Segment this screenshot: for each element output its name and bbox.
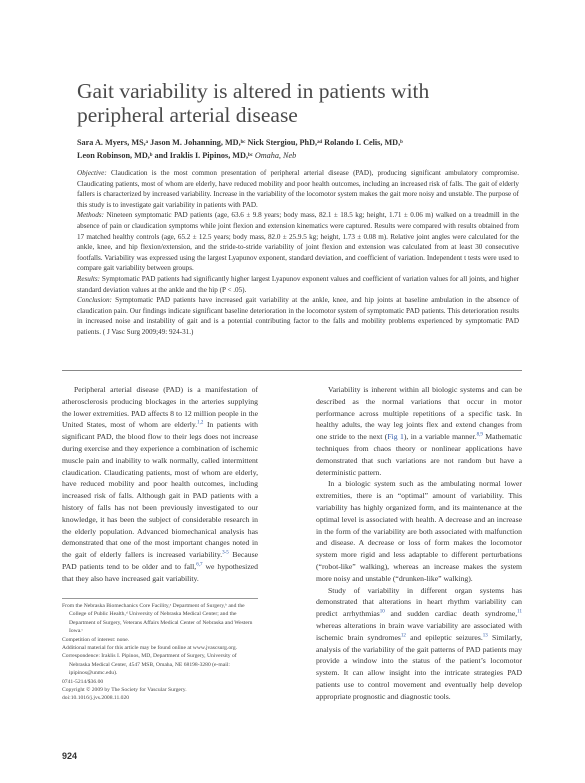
ref-link-1-2[interactable]: 1,2 xyxy=(197,420,204,426)
variability-paragraph xyxy=(316,384,522,478)
author-names-2: Leon Robinson, MD,ᵇ and Iraklis I. Pipinos, MD,ᵇᶜ xyxy=(77,151,253,160)
intro-text-4: we hypothesized that they also have increased gait variability. xyxy=(62,561,258,583)
abstract-divider xyxy=(62,370,522,371)
figure-link[interactable]: Fig 1 xyxy=(387,432,404,442)
footnote-issn: 0741-5214/$36.00 xyxy=(62,678,104,685)
organ-text-3: whereas alterations in brain wave variability are associated with ischemic brain syndromes xyxy=(316,620,522,642)
biologic-system-paragraph: In a biologic system such as the ambulating normal lower extremities, there is an “optimal” amount of variability. This variability has highly organized form, and its maintenance at the optimal level is associated with health. A decrease and an increase in the form of the variability are both associated with malfunction and disease. A decrease or loss of form makes the locomotor system more rigid and less adaptable to different perturbations (“robot-like” walking), whereas an increase makes the system more noisy and unstable (“drunken-like” walking). xyxy=(316,479,522,583)
intro-text-2: In patients with significant PAD, the blood flow to their legs does not increase during exercise and they experience a combination of ischemic muscle pain and inability to walk normally, called intermittent claudication. Claudicating patients, most of whom are elderly, have reduced mobility and poor health outcomes, including increased risk of falls. Although gait in PAD patients with a history of falls has not been previously investigated to our knowledge, it has been the subject of considerable research in the elderly population. Advanced biomechanical analysis has demonstrated that one of the most important changes noted in the gait of elderly fallers is increased variability. xyxy=(62,420,258,560)
results-label: Results: xyxy=(77,274,101,283)
variability-text-2: ), in a variable manner. xyxy=(403,432,477,442)
footnote-additional-material: Additional material for this article may be found online at www.jvascsurg.org. xyxy=(62,645,238,652)
abstract-methods xyxy=(77,210,519,274)
conclusion-label: Conclusion: xyxy=(77,296,112,305)
abstract-results xyxy=(77,274,519,295)
ref-link-13[interactable]: 13 xyxy=(482,633,488,639)
abstract-objective xyxy=(77,168,519,210)
abstract-conclusion xyxy=(77,295,519,337)
footnote-divider xyxy=(62,598,258,599)
article-title: Gait variability is altered in patients with peripheral arterial disease xyxy=(77,79,430,127)
organ-systems-paragraph xyxy=(316,585,522,703)
left-column xyxy=(62,384,258,585)
organ-text-5: Similarly, analysis of the variability of the gait patterns of PAD patients may provide a window into the status of the patient’s locomotor system. It can allow insight into the intricate strategies PAD patients use to control movement and eventually help develop appropriate prognostic and diagnostic tools. xyxy=(316,632,522,701)
footnote-copyright: Copyright © 2009 by The Society for Vascular Surgery. xyxy=(62,687,187,694)
footnotes xyxy=(62,602,258,703)
abstract xyxy=(77,168,519,338)
footnote-correspondence: Correspondence: Iraklis I. Pipinos, MD, Department of Surgery, University of Nebraska Medical Center, 4547 MSB, Omaha, NE 68198-3280 (e-mail: ipipinos@unmc.edu). xyxy=(62,653,237,677)
author-line-2 xyxy=(77,149,517,162)
intro-text-1: Peripheral arterial disease (PAD) is a manifestation of atherosclerosis producing blockages in the arteries supplying the lower extremities. PAD affects 8 to 12 million people in the United States, most of whom are elderly. xyxy=(62,385,258,430)
intro-text-3: Because PAD patients tend to be older and to fall, xyxy=(62,550,258,571)
objective-text: Claudication is the most common presentation of peripheral arterial disease (PAD), producing significant ambulatory compromise. Claudicating patients, most of whom are elderly, have reduced mobility and poor health outcomes, including an increased risk of falls. The gait of elderly fallers is characterized by increased variability. Increase in the variability of the locomotor system makes the gait more noisy and unstable. The purpose of this study is to investigate gait variability in patients with PAD. xyxy=(77,169,519,209)
variability-text-3: Mathematic techniques from chaos theory or nonlinear applications have demonstrated that such variations are not random but have a deterministic pattern. xyxy=(316,432,522,477)
organ-text-1: Study of variability in different organ systems has demonstrated that alterations in heart rhythm variability can predict arrhythmias xyxy=(316,585,522,619)
right-column xyxy=(316,384,522,703)
ref-link-8-9[interactable]: 8,9 xyxy=(476,432,483,438)
page-number: 924 xyxy=(62,751,78,761)
methods-label: Methods: xyxy=(77,211,104,220)
objective-label: Objective: xyxy=(77,169,107,177)
results-text: Symptomatic PAD patients had significantly higher largest Lyapunov exponent values and coefficient of variation values for all joints, and higher standard deviation values at the ankle and the hip (P < .05). xyxy=(77,274,519,294)
ref-link-12[interactable]: 12 xyxy=(400,633,406,639)
ref-link-10[interactable]: 10 xyxy=(379,609,385,615)
organ-text-4: and epileptic seizures. xyxy=(405,632,483,642)
footnote-doi: doi:10.1016/j.jvs.2008.11.020 xyxy=(62,695,130,702)
ref-link-6-7[interactable]: 6,7 xyxy=(196,562,203,568)
organ-text-2: and sudden cardiac death syndrome, xyxy=(384,609,518,619)
methods-text: Nineteen symptomatic PAD patients (age, 63.6 ± 9.8 years; body mass, 82.1 ± 18.5 kg; height, 1.71 ± 0.06 m) walked on a treadmill in the absence of pain or claudication symptoms while joint flexion and extension kinematics were captured. Results were compared with results obtained from 17 matched healthy controls (age, 65.2 ± 12.5 years; body mass, 82.0 ± 25.9.5 kg; height, 1.73 ± 0.08 m). Relative joint angles were calculated for the ankle, knee, and hip flexion/extension, and the stride-to-stride variability of joint flexion and extension was calculated from at least 30 consecutive footfalls. Variability was expressed using the largest Lyapunov exponent, standard deviation, and coefficient of variation. Independent t tests were used to compare gait variability between groups. xyxy=(77,211,520,273)
ref-link-3-5[interactable]: 3-5 xyxy=(222,550,229,556)
conclusion-text: Symptomatic PAD patients have increased gait variability at the ankle, knee, and hip joints at baseline ambulation in the absence of claudication pain. Our findings indicate significant baseline deterioration in the locomotor system of symptomatic PAD patients. This deterioration results in increased noise and instability of gait and is a potential contributing factor to the falls and mobility problems experienced by symptomatic PAD patients. xyxy=(77,296,519,336)
ref-link-11[interactable]: 11 xyxy=(517,609,522,615)
footnote-competition: Competition of interest: none. xyxy=(62,636,130,643)
citation: ( J Vasc Surg 2009;49: 924-31.) xyxy=(102,327,194,336)
variability-text-1: Variability is inherent within all biologic systems and can be described as the normal variations that occur in motor performance across multiple repetitions of a specific task. In healthy adults, the way leg joints flex and extend changes from one stride to the next ( xyxy=(316,385,522,442)
author-list xyxy=(77,136,517,162)
author-line-1: Sara A. Myers, MS,ᵃ Jason M. Johanning, MD,ᵇᶜ Nick Stergiou, PhD,ᵃᵈ Rolando I. Celis, MD,ᵇ xyxy=(77,138,403,147)
footnote-affiliation: From the Nebraska Biomechanics Core Facility,ᵃ Department of Surgery,ᵇ and the College of Public Health,ᵈ University of Nebraska Medical Center; and the Department of Surgery, Veterans Affairs Medical Center of Nebraska and Western Iowa.ᶜ xyxy=(62,603,253,635)
intro-paragraph xyxy=(62,384,258,585)
author-location: Omaha, Neb xyxy=(254,151,297,160)
